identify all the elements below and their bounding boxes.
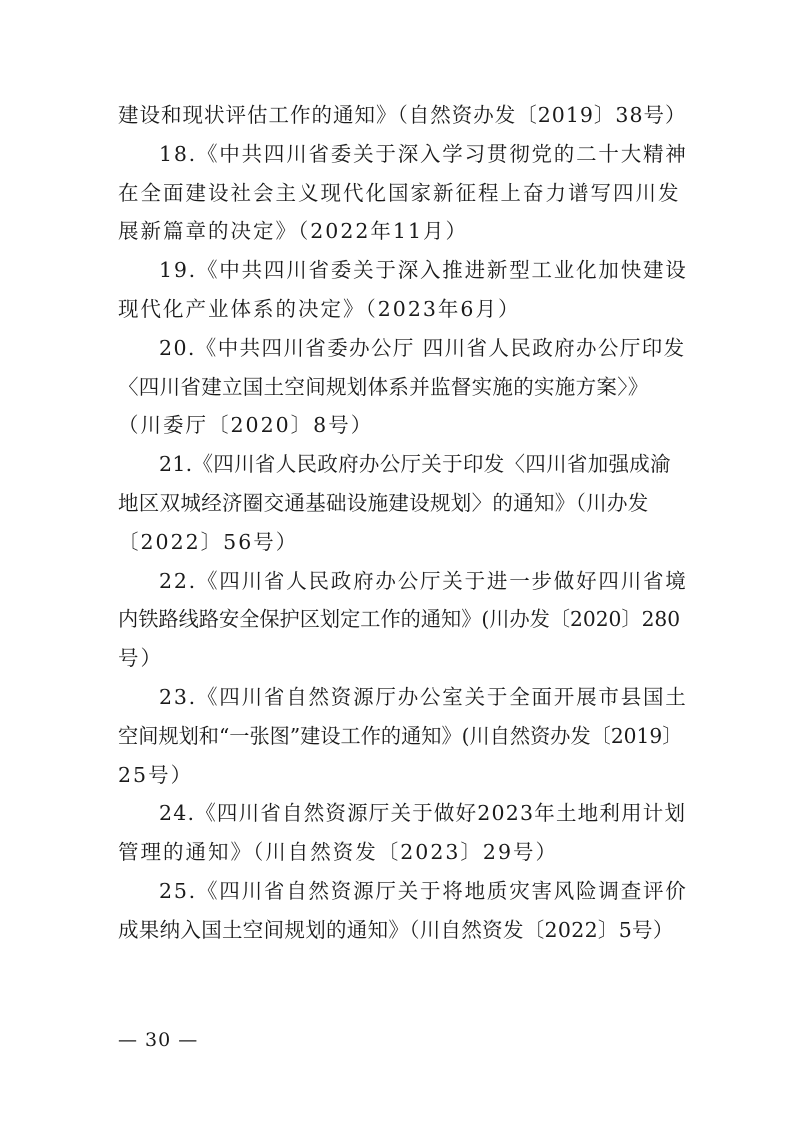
text-line: 25号） [118,762,194,787]
text-line: 成果纳入国土空间规划的通知》（川自然资发〔2022〕5号） [118,917,674,942]
document-body [118,96,686,950]
list-item-23-line: 23.《四川省自然资源厅办公室关于全面开展市县国土 [159,684,688,709]
text-line: 建设和现状评估工作的通知》（自然资办发〔2019〕38号） [118,103,687,127]
list-item-22-line: 22.《四川省人民政府办公厅关于进一步做好四川省境 [159,568,688,593]
text-line: 地区双城经济圈交通基础设施建设规划〉的通知》（川办发 [118,490,649,515]
list-item-18-line: 18.《中共四川省委关于深入学习贯彻党的二十大精神 [159,141,688,166]
text-line: 号） [118,646,163,671]
text-line: 展新篇章的决定》（2022年11月） [118,219,469,244]
text-line: 在全面建设社会主义现代化国家新征程上奋力谱写四川发 [118,180,681,205]
list-item-24-line: 24.《四川省自然资源厅关于做好2023年土地利用计划 [159,801,687,826]
list-item-20-line: 20.《中共四川省委办公厅 四川省人民政府办公厅印发 [159,335,686,360]
page-number: — 30 — [118,1029,199,1051]
list-item-25-line: 25.《四川省自然资源厅关于将地质灾害风险调查评价 [159,878,688,903]
text-line: 内铁路线路安全保护区划定工作的通知》(川办发〔2020〕280 [118,607,681,632]
text-line: 空间规划和“一张图”建设工作的通知》(川自然资办发〔2019〕 [118,723,683,748]
text-line: 现代化产业体系的决定》（2023年6月） [118,296,521,321]
text-line: 〔2022〕56号） [118,529,299,554]
text-line: 〈四川省建立国土空间规划体系并监督实施的实施方案〉》 [118,374,649,399]
text-line: 管理的通知》（川自然资发〔2023〕29号） [118,840,559,865]
list-item-19-line: 19.《中共四川省委关于深入推进新型工业化加快建设 [159,258,688,283]
list-item-21-line: 21.《四川省人民政府办公厅关于印发〈四川省加强成渝 [159,452,671,477]
text-line: （川委厅〔2020〕8号） [118,413,374,438]
